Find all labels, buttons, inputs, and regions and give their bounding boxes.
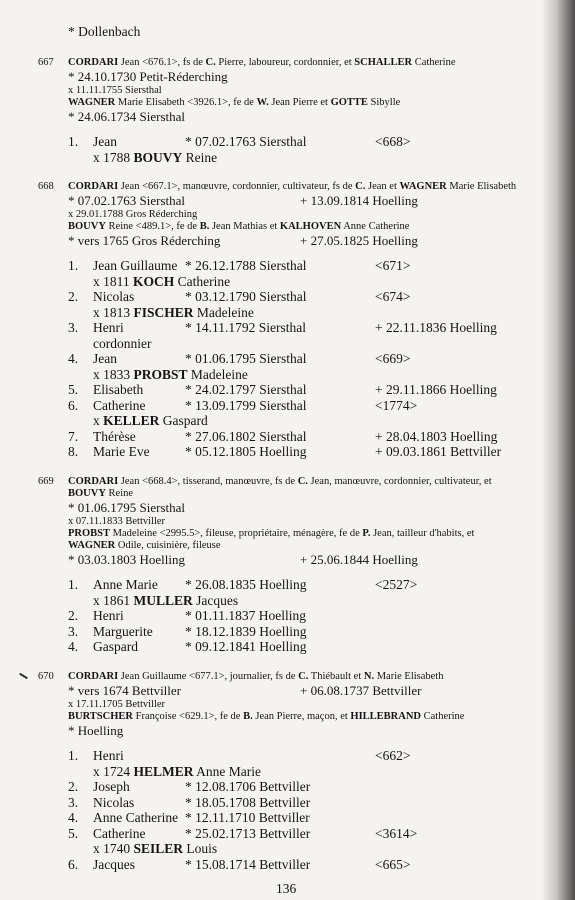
surname: BURTSCHER	[68, 711, 133, 722]
spouse-cont	[68, 540, 221, 551]
text-run: Odile, cuisinière, fileuse	[115, 540, 221, 551]
child-marriage	[93, 593, 238, 609]
spouse	[68, 711, 464, 722]
birth: * 01.06.1795 Siersthal	[68, 500, 185, 515]
child-ref: <665>	[375, 856, 411, 872]
surname: CORDARI	[68, 57, 119, 68]
child-birth: * 25.02.1713 Bettviller	[185, 825, 311, 841]
child-birth: * 03.12.1790 Siersthal	[185, 289, 307, 304]
entry-number: 670	[38, 671, 54, 682]
entry-number: 669	[38, 476, 54, 487]
text-run: Gaspard	[159, 413, 208, 428]
surname: MULLER	[133, 592, 193, 608]
text-run: Jacques	[192, 592, 239, 608]
surname: PROBST	[68, 528, 111, 539]
surname: BOUVY	[133, 149, 183, 165]
text-run: Jean, manœuvre, cordonnier, cultivateur, et	[307, 476, 492, 487]
text-run: Jean <668.4>, tisserand, manœuvre, fs de	[118, 476, 298, 487]
text-run: Jean Pierre et	[268, 97, 331, 108]
child-birth: * 24.02.1797 Siersthal	[185, 382, 307, 397]
child-number: 2.	[68, 779, 79, 794]
surname: PROBST	[133, 366, 188, 382]
text-run: Marie Elisabeth	[374, 671, 444, 682]
birth: * vers 1674 Bettviller	[68, 683, 182, 698]
child-ref: <1774>	[375, 397, 418, 413]
child-marriage	[93, 150, 217, 166]
marriage: x 11.11.1755 Siersthal	[68, 85, 162, 96]
text-run: x 1833	[93, 366, 134, 382]
entry-number: 667	[38, 57, 54, 68]
child-number: 4.	[68, 639, 79, 654]
text-run: Jean, tailleur d'habits, et	[370, 528, 475, 539]
child-birth: * 12.08.1706 Bettviller	[185, 779, 311, 794]
surname: C.	[205, 57, 216, 68]
child-number: 2.	[68, 289, 79, 304]
marriage: x 17.11.1705 Bettviller	[68, 699, 166, 710]
entry-header-cont	[68, 488, 133, 499]
surname: B.	[243, 711, 253, 722]
surname: WAGNER	[68, 540, 116, 551]
text-run: x	[93, 413, 104, 428]
child-name: Jean	[93, 351, 117, 366]
margin-mark	[19, 673, 28, 679]
entry-number: 668	[38, 181, 54, 192]
child-name: Jean	[93, 134, 117, 149]
entry-header	[68, 671, 443, 682]
child-ref: + 28.04.1803 Hoelling	[375, 428, 498, 444]
text-run: x 1724	[93, 763, 134, 779]
text-run: Louis	[183, 841, 218, 856]
child-ref: <674>	[375, 289, 411, 304]
surname: CORDARI	[68, 476, 119, 487]
child-birth: * 05.12.1805 Hoelling	[185, 444, 307, 459]
spouse-death: + 25.06.1844 Hoelling	[300, 552, 418, 567]
child-number: 4.	[68, 351, 79, 366]
child-ref: + 09.03.1861 Bettviller	[375, 444, 502, 459]
child-name: Elisabeth	[93, 382, 144, 397]
spouse	[68, 97, 400, 108]
child-name: Gaspard	[93, 639, 138, 654]
spouse-birth: * vers 1765 Gros Réderching	[68, 233, 221, 248]
child-ref: <3614>	[375, 825, 418, 841]
surname: WAGNER	[68, 97, 116, 108]
child-birth: * 26.12.1788 Siersthal	[185, 258, 307, 273]
text-run: x 1788	[93, 149, 134, 165]
child-name: Marie Eve	[93, 444, 150, 459]
entry-header	[68, 476, 492, 487]
child-ref: <669>	[375, 351, 411, 366]
child-number: 2.	[68, 608, 79, 623]
spouse-birth: * Hoelling	[68, 723, 124, 738]
child-number: 7.	[68, 428, 79, 444]
surname: KELLER	[103, 413, 160, 428]
surname: WAGNER	[399, 181, 447, 192]
child-ref: + 29.11.1866 Hoelling	[375, 382, 497, 397]
text-run: Jean <667.1>, manœuvre, cordonnier, cultivateur, fs de	[118, 181, 356, 192]
text-run: x 1813	[93, 304, 134, 320]
child-marriage	[93, 336, 151, 352]
surname: P.	[362, 528, 371, 539]
text-run: Sibylle	[367, 97, 401, 108]
child-marriage	[93, 841, 217, 857]
top-note: * Dollenbach	[68, 24, 141, 39]
text-run: Marie Elisabeth	[446, 181, 517, 192]
text-run: Jean Mathias et	[209, 221, 280, 232]
child-number: 1.	[68, 748, 79, 763]
child-name: Henri	[93, 320, 124, 335]
surname: FISCHER	[133, 304, 194, 320]
child-birth: * 12.11.1710 Bettviller	[185, 810, 310, 825]
child-birth: * 26.08.1835 Hoelling	[185, 577, 307, 592]
surname: SCHALLER	[354, 57, 413, 68]
text-run: x 1740	[93, 841, 134, 856]
text-run: Françoise <629.1>, fe de	[132, 711, 244, 722]
text-run: Jean et	[365, 181, 400, 192]
child-name: Catherine	[93, 825, 146, 841]
death: + 06.08.1737 Bettviller	[300, 683, 422, 698]
child-birth: * 14.11.1792 Siersthal	[185, 320, 306, 335]
surname: CORDARI	[68, 671, 119, 682]
child-number: 6.	[68, 856, 79, 872]
child-name: Anne Catherine	[93, 810, 179, 825]
binding-shadow	[541, 0, 575, 900]
text-run: Marie Elisabeth <3926.1>, fe de	[115, 97, 257, 108]
child-number: 4.	[68, 810, 79, 825]
spouse	[68, 528, 474, 539]
text-run: Jean <676.1>, fs de	[118, 57, 206, 68]
surname: B.	[199, 221, 210, 232]
child-name: Jacques	[93, 856, 135, 872]
child-birth: * 01.11.1837 Hoelling	[185, 608, 306, 623]
surname: KALHOVEN	[279, 221, 342, 232]
spouse	[68, 221, 409, 232]
child-birth: * 18.12.1839 Hoelling	[185, 623, 307, 639]
marriage: x 07.11.1833 Bettviller	[68, 516, 166, 527]
child-number: 3.	[68, 794, 79, 810]
child-name: Nicolas	[93, 794, 135, 810]
child-birth: * 13.09.1799 Siersthal	[185, 397, 307, 413]
surname: CORDARI	[68, 181, 119, 192]
child-ref: <2527>	[375, 577, 418, 592]
child-name: Jean Guillaume	[93, 258, 178, 273]
child-birth: * 01.06.1795 Siersthal	[185, 351, 307, 366]
surname: HILLEBRAND	[350, 711, 422, 722]
surname: KOCH	[133, 273, 175, 289]
child-name: Thérèse	[93, 428, 136, 444]
text-run: Reine <489.1>, fe de	[105, 221, 200, 232]
child-ref: + 22.11.1836 Hoelling	[375, 320, 497, 335]
child-name: Henri	[93, 608, 124, 623]
text-run: Jean Guillaume <677.1>, journalier, fs de	[118, 671, 299, 682]
child-marriage	[93, 764, 261, 780]
text-run: Catherine	[412, 57, 456, 68]
child-number: 1.	[68, 577, 79, 592]
child-number: 5.	[68, 825, 79, 841]
text-run: x 1861	[93, 592, 134, 608]
surname: GOTTE	[330, 97, 368, 108]
surname: HELMER	[133, 763, 194, 779]
child-number: 6.	[68, 397, 79, 413]
spouse-birth: * 03.03.1803 Hoelling	[68, 552, 185, 567]
birth: * 24.10.1730 Petit-Réderching	[68, 69, 228, 84]
child-number: 3.	[68, 320, 79, 335]
text-run: Jean Pierre, maçon, et	[252, 711, 351, 722]
text-run: Pierre, laboureur, cordonnier, et	[215, 57, 355, 68]
text-run: Anne Marie	[193, 763, 261, 779]
surname: W.	[256, 97, 269, 108]
child-name: Henri	[93, 748, 124, 763]
child-ref: <671>	[375, 258, 411, 273]
surname: C.	[297, 476, 308, 487]
text-run: Catherine	[421, 711, 465, 722]
child-birth: * 27.06.1802 Siersthal	[185, 428, 307, 444]
surname: BOUVY	[68, 221, 106, 232]
child-name: Anne Marie	[93, 577, 158, 592]
child-name: Nicolas	[93, 289, 135, 304]
text-run: x 1811	[93, 273, 133, 289]
text-run: Madeleine	[187, 366, 248, 382]
child-ref: <668>	[375, 134, 411, 149]
child-birth: * 15.08.1714 Bettviller	[185, 856, 311, 872]
child-marriage	[93, 274, 230, 290]
child-marriage	[93, 367, 248, 383]
birth: * 07.02.1763 Siersthal	[68, 193, 185, 208]
child-name: Joseph	[93, 779, 130, 794]
child-birth: * 07.02.1763 Siersthal	[185, 134, 307, 149]
child-number: 8.	[68, 444, 79, 459]
child-ref: <662>	[375, 748, 411, 763]
text-run: Anne Catherine	[341, 221, 410, 232]
child-birth: * 18.05.1708 Bettviller	[185, 794, 311, 810]
child-name: Marguerite	[93, 623, 153, 639]
child-number: 1.	[68, 258, 79, 273]
text-run: Madeleine	[193, 304, 254, 320]
child-number: 3.	[68, 623, 79, 639]
child-marriage	[93, 305, 254, 321]
spouse-death: + 27.05.1825 Hoelling	[300, 233, 418, 248]
spouse-birth: * 24.06.1734 Siersthal	[68, 109, 185, 124]
text-run: Reine	[105, 488, 134, 499]
page-number: 136	[276, 881, 297, 896]
child-birth: * 09.12.1841 Hoelling	[185, 639, 307, 654]
surname: N.	[363, 671, 375, 682]
entry-header	[68, 181, 516, 192]
child-name: Catherine	[93, 397, 146, 413]
text-run: Catherine	[174, 273, 231, 289]
child-number: 1.	[68, 134, 79, 149]
surname: BOUVY	[68, 488, 106, 499]
text-run: Thiébault et	[308, 671, 364, 682]
entry-header	[68, 57, 456, 68]
child-marriage	[93, 413, 208, 429]
surname: C.	[298, 671, 309, 682]
marriage: x 29.01.1788 Gros Réderching	[68, 209, 198, 220]
death: + 13.09.1814 Hoelling	[300, 193, 418, 208]
child-number: 5.	[68, 382, 79, 397]
text-run: Reine	[182, 149, 218, 165]
surname: C.	[355, 181, 366, 192]
surname: SEILER	[133, 841, 184, 856]
text-run: Madeleine <2995.5>, fileuse, propriétaire, ménagère, fe de	[110, 528, 363, 539]
text-run: cordonnier	[93, 335, 152, 351]
